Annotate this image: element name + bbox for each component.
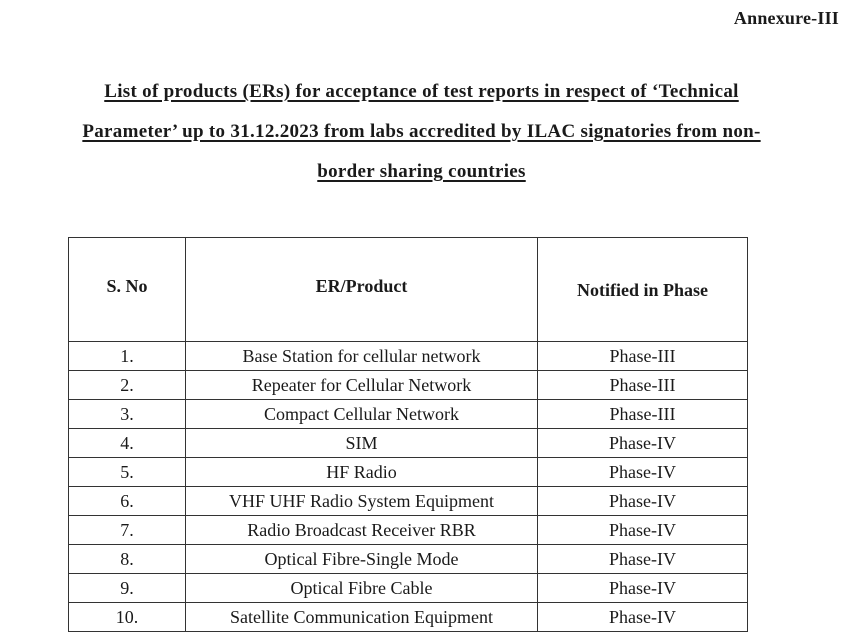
table-row <box>69 342 748 371</box>
cell-serial-no: 8. <box>69 545 186 574</box>
cell-er-product: Compact Cellular Network <box>186 400 538 429</box>
cell-phase: Phase-III <box>538 400 748 429</box>
cell-serial-no: 6. <box>69 487 186 516</box>
table-header-row <box>69 238 748 342</box>
table-row <box>69 429 748 458</box>
cell-phase: Phase-IV <box>538 429 748 458</box>
cell-phase: Phase-IV <box>538 574 748 603</box>
cell-serial-no: 10. <box>69 603 186 632</box>
cell-er-product: Repeater for Cellular Network <box>186 371 538 400</box>
cell-serial-no: 9. <box>69 574 186 603</box>
cell-serial-no: 4. <box>69 429 186 458</box>
table-row <box>69 487 748 516</box>
cell-serial-no: 2. <box>69 371 186 400</box>
document-title <box>0 72 843 192</box>
cell-serial-no: 7. <box>69 516 186 545</box>
cell-er-product: SIM <box>186 429 538 458</box>
table-row <box>69 458 748 487</box>
cell-er-product: Optical Fibre Cable <box>186 574 538 603</box>
table-row <box>69 400 748 429</box>
title-line-1: List of products (ERs) for acceptance of test reports in respect of ‘Technical <box>104 81 739 102</box>
annexure-label: Annexure-III <box>733 8 839 28</box>
table-row <box>69 516 748 545</box>
table-row <box>69 574 748 603</box>
title-line-2: Parameter’ up to 31.12.2023 from labs accredited by ILAC signatories from non- <box>82 121 761 142</box>
table-row <box>69 545 748 574</box>
cell-phase: Phase-IV <box>538 458 748 487</box>
cell-er-product: Optical Fibre-Single Mode <box>186 545 538 574</box>
cell-er-product: Radio Broadcast Receiver RBR <box>186 516 538 545</box>
cell-serial-no: 1. <box>69 342 186 371</box>
cell-er-product: Base Station for cellular network <box>186 342 538 371</box>
cell-phase: Phase-IV <box>538 545 748 574</box>
cell-serial-no: 5. <box>69 458 186 487</box>
table-row <box>69 603 748 632</box>
title-line-3: border sharing countries <box>317 161 526 182</box>
products-table <box>68 237 748 632</box>
cell-serial-no: 3. <box>69 400 186 429</box>
cell-phase: Phase-III <box>538 371 748 400</box>
cell-er-product: HF Radio <box>186 458 538 487</box>
cell-er-product: VHF UHF Radio System Equipment <box>186 487 538 516</box>
cell-er-product: Satellite Communication Equipment <box>186 603 538 632</box>
cell-phase: Phase-III <box>538 342 748 371</box>
cell-phase: Phase-IV <box>538 603 748 632</box>
header-er-product: ER/Product <box>186 238 538 342</box>
table-row <box>69 371 748 400</box>
cell-phase: Phase-IV <box>538 516 748 545</box>
cell-phase: Phase-IV <box>538 487 748 516</box>
header-notified-phase: Notified in Phase <box>538 238 748 342</box>
header-serial-no: S. No <box>69 238 186 342</box>
